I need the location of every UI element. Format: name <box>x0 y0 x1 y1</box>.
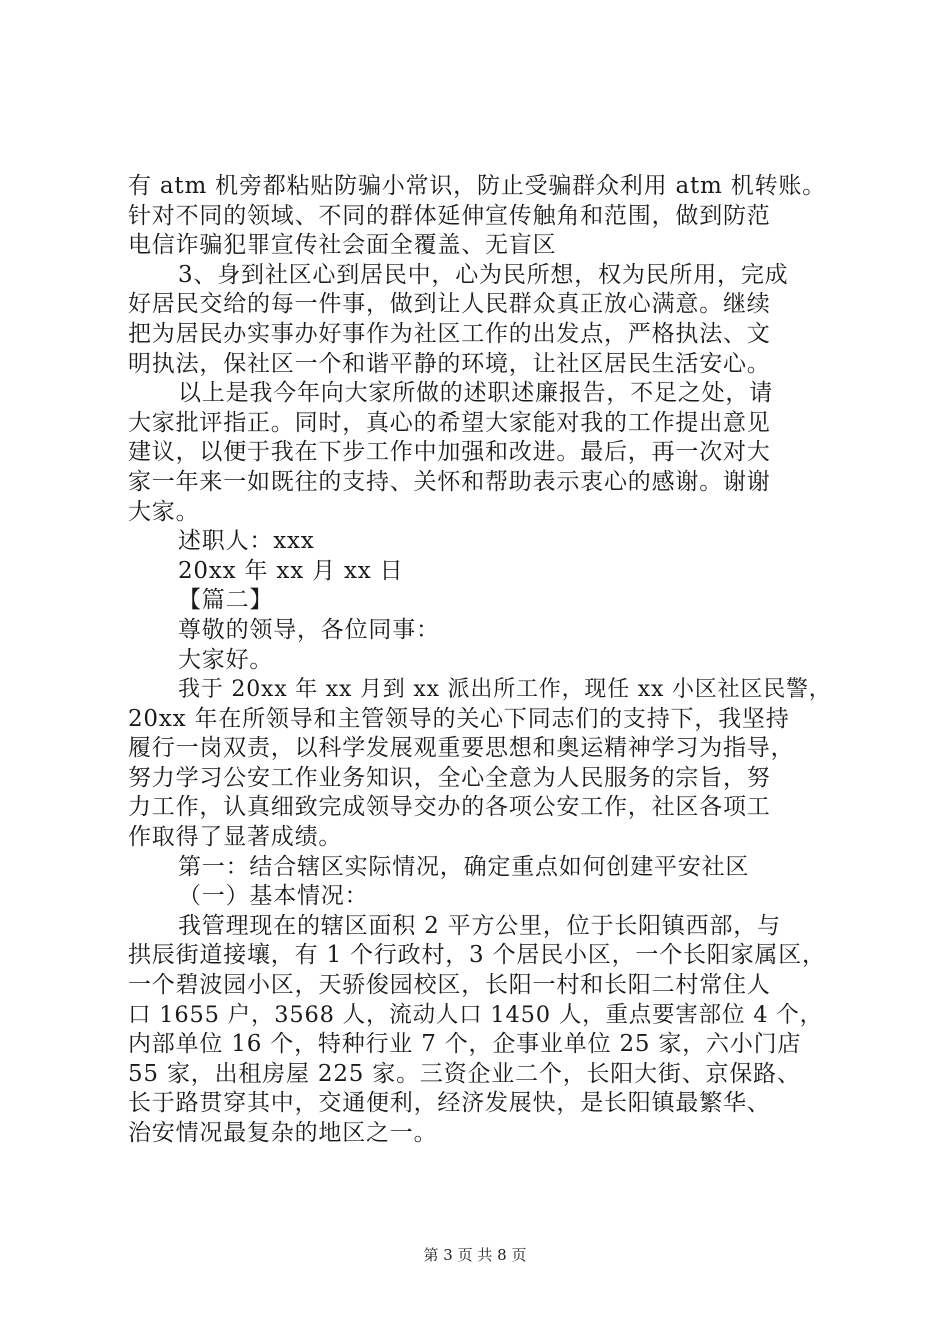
text-line: 内部单位 16 个，特种行业 7 个，企事业单位 25 家，六小门店 <box>128 1031 802 1058</box>
page-footer: 第 3 页 共 8 页 <box>423 1246 527 1264</box>
text-line: 20xx 年 xx 月 xx 日 <box>178 557 404 584</box>
text-line: 55 家，出租房屋 225 家。三资企业二个，长阳大街、京保路、 <box>128 1060 801 1087</box>
text-line: 一个碧波园小区，天骄俊园校区，长阳一村和长阳二村常住人 <box>128 972 771 999</box>
text-line: 家一年来一如既往的支持、关怀和帮助表示衷心的感谢。谢谢 <box>128 468 771 495</box>
text-line: 履行一岗双责，以科学发展观重要思想和奥运精神学习为指导， <box>128 735 795 762</box>
text-line: 第一：结合辖区实际情况，确定重点如何创建平安社区 <box>178 853 750 880</box>
text-line: 3、身到社区心到居民中，心为民所想，权为民所用，完成 <box>178 261 789 288</box>
text-line: 建议，以便于我在下步工作中加强和改进。最后，再一次对大 <box>128 439 771 466</box>
text-line: 电信诈骗犯罪宣传社会面全覆盖、无盲区 <box>128 232 557 259</box>
text-line: 大家批评指正。同时，真心的希望大家能对我的工作提出意见 <box>128 409 771 436</box>
document-body <box>128 172 834 1149</box>
text-line: 力工作，认真细致完成领导交办的各项公安工作，社区各项工 <box>128 794 771 821</box>
text-line: （一）基本情况： <box>178 883 369 910</box>
text-line: 好居民交给的每一件事，做到让人民群众真正放心满意。继续 <box>128 291 771 318</box>
text-line: 尊敬的领导，各位同事： <box>178 616 440 643</box>
text-line: 治安情况最复杂的地区之一。 <box>128 1120 438 1146</box>
text-line: 作取得了显著成绩。 <box>128 824 343 851</box>
text-line: 明执法，保社区一个和谐平静的环境，让社区居民生活安心。 <box>128 350 771 377</box>
text-line: 20xx 年在所领导和主管领导的关心下同志们的支持下，我坚持 <box>128 705 790 732</box>
text-line: 长于路贯穿其中，交通便利，经济发展快，是长阳镇最繁华、 <box>128 1090 771 1117</box>
text-line: 把为居民办实事办好事作为社区工作的出发点，严格执法、文 <box>128 320 771 347</box>
text-line: 针对不同的领域、不同的群体延伸宣传触角和范围，做到防范 <box>128 202 771 229</box>
text-line: 大家好。 <box>178 646 274 673</box>
text-line: 拱辰街道接壤，有 1 个行政村，3 个居民小区，一个长阳家属区， <box>128 942 826 969</box>
text-line: 有 atm 机旁都粘贴防骗小常识，防止受骗群众利用 atm 机转账。 <box>128 173 826 199</box>
text-line: 【篇二】 <box>178 587 274 614</box>
text-line: 口 1655 户，3568 人，流动人口 1450 人，重点要害部位 4 个， <box>128 1001 823 1028</box>
text-line: 以上是我今年向大家所做的述职述廉报告，不足之处，请 <box>178 380 773 407</box>
text-line: 我管理现在的辖区面积 2 平方公里，位于长阳镇西部，与 <box>178 912 781 939</box>
text-line: 努力学习公安工作业务知识，全心全意为人民服务的宗旨，努 <box>128 764 771 791</box>
text-line: 述职人：xxx <box>178 528 315 555</box>
text-line: 大家。 <box>128 498 200 525</box>
text-line: 我于 20xx 年 xx 月到 xx 派出所工作，现任 xx 小区社区民警， <box>178 677 832 703</box>
